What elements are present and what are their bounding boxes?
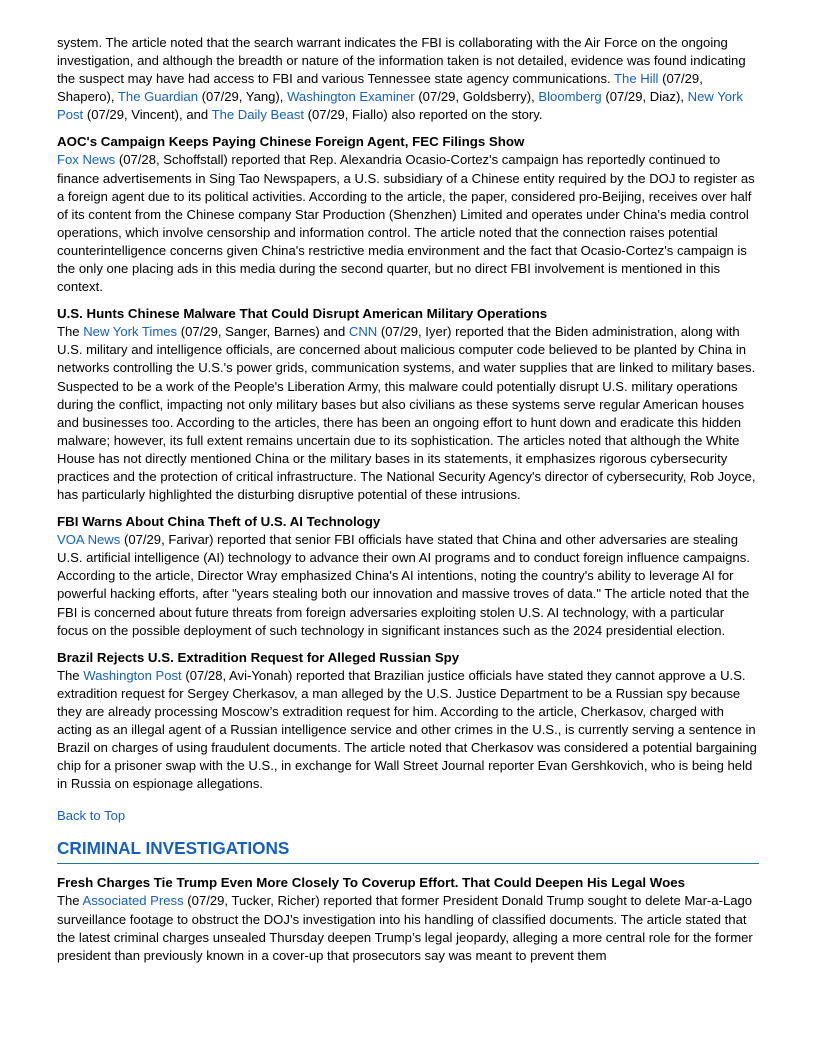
article-text: (07/29, Tucker, Richer) reported that former President Donald Trump sought to delete Mar-a-Lago surveillance footage to obstruct the DOJ’s investigation into his handling of classified documents. The article stated that the latest criminal charges unsealed Thursday deepen Trump’s legal jeopardy, alleging a more central role for the former president than previously known in a cover-up that prosecutors say was meant to prevent them [57,893,753,963]
source-link[interactable]: New York Post [57,89,743,123]
article [57,513,759,640]
article-text: The [57,893,80,909]
article-body [57,667,759,794]
source-meta: (07/29, Yang), [201,89,284,105]
article-title: AOC's Campaign Keeps Paying Chinese Foreign Agent, FEC Filings Show [57,134,525,150]
article-body [57,531,759,640]
source-meta: (07/29, Shapero), [57,71,703,105]
source-link[interactable]: Washington Post [83,667,182,683]
source-link[interactable]: Bloomberg [538,89,602,105]
article-text: (07/29, Sanger, Barnes) and [180,324,346,340]
source-link[interactable]: The Daily Beast [211,107,305,123]
article-title: Fresh Charges Tie Trump Even More Closely To Coverup Effort. That Could Deepen His Legal Woes [57,875,686,891]
article-body [57,151,759,296]
source-link[interactable]: New York Times [83,324,178,340]
article-body [57,323,759,504]
back-to-top-link[interactable]: Back to Top [57,808,126,824]
source-meta: (07/29, Goldsberry), [418,89,535,105]
source-link[interactable]: The Hill [614,71,659,87]
article-text: The [57,667,80,683]
article-title: FBI Warns About China Theft of U.S. AI Technology [57,514,381,530]
article-text: (07/29, Iyer) reported that the Biden administration, along with U.S. military and intelligence officials, are concerned about malicious computer code believed to be planted by China in networks controlling the U.S.'s power grids, communication systems, and water supplies that are linked to military bases. Suspected to be a work of the People's Liberation Army, this malware could potentially disrupt U.S. military operations during the conflict, impacting not only military bases but also civilians as these systems serve regular American houses and businesses too. According to the articles, there has been an ongoing effort to hunt down and eradicate this hidden malware; however, its full extent remains uncertain due to its sophistication. The articles noted that although the White House has not directly mentioned China or the military bases in its statements, it emphasizes rigorous cybersecurity practices and the protection of critical infrastructure. The National Security Agency's director of cybersecurity, Rob Joyce, has particularly highlighted the disturbing disruptive potential of these intrusions. [57,324,756,503]
article-text: (07/28, Avi-Yonah) reported that Brazilian justice officials have stated they cannot approve a U.S. extradition request for Sergey Cherkasov, a man alleged by the U.S. Justice Department to be a Russian spy because they are already processing Moscow’s extradition request for him. According to the article, Cherkasov, charged with acting as an illegal agent of a Russian intelligence service and other crimes in the U.S., is currently serving a sentence in Brazil on charges of using fraudulent documents. The article noted that Cherkasov was considered a potential bargaining chip for a prisoner swap with the U.S., in exchange for Wall Street Journal reporter Evan Gershkovich, who is being held in Russia on espionage allegations. [57,667,757,792]
source-link[interactable]: The Guardian [117,89,198,105]
article-text: The [57,324,80,340]
article-title: Brazil Rejects U.S. Extradition Request for Alleged Russian Spy [57,649,460,665]
article-text: (07/29, Farivar) reported that senior FBI officials have stated that China and other adversaries are stealing U.S. artificial intelligence (AI) technology to advance their own AI programs and to conduct foreign influence campaigns. According to the article, Director Wray emphasized China's AI intentions, noting the country's ability to leverage AI for powerful hacking efforts, after "years stealing both our innovation and massive troves of data." The article noted that the FBI is concerned about future threats from foreign adversaries exploiting stolen U.S. AI technology, with a particular focus on the possible deployment of such technology in significant instances such as the 2024 presidential election. [57,532,750,638]
article [57,305,759,504]
article-title: U.S. Hunts Chinese Malware That Could Disrupt American Military Operations [57,306,548,322]
source-link[interactable]: Washington Examiner [287,89,415,105]
lead-text: system. The article noted that the search warrant indicates the FBI is collaborating with the Air Force on the ongoing investigation, and although the breadth or nature of the information taken is not detailed, evidence was found indicating the suspect may have had access to FBI and various Tennessee state agency communications. [57,35,746,87]
article [57,649,759,794]
section-heading: CRIMINAL INVESTIGATIONS [57,837,759,864]
article [57,874,759,964]
article [57,133,759,296]
source-link[interactable]: VOA News [57,532,121,548]
article-text: (07/28, Schoffstall) reported that Rep. Alexandria Ocasio-Cortez's campaign has reportedly continued to finance advertisements in Sing Tao Newspapers, a U.S. subsidiary of a Chinese entity required by the DOJ to register as a foreign agent due to its political activities. According to the article, the paper, considered pro-Beijing, receives over half of its content from the Chinese company Star Production (Shenzhen) Limited and operates under China's media control operations, which involve censorship and information control. The article noted that the connection raises potential counterintelligence concerns given China's restrictive media environment and the fact that Ocasio-Cortez's campaign is the only one placing ads in this media during the second quarter, but no direct FBI involvement is mentioned in this context. [57,152,755,295]
continued-paragraph [57,34,759,124]
source-link[interactable]: CNN [348,324,378,340]
source-link[interactable]: Associated Press [82,893,184,909]
source-link[interactable]: Fox News [57,152,116,168]
source-meta: (07/29, Fiallo) also reported on the story. [307,107,543,123]
source-meta: (07/29, Diaz), [605,89,684,105]
article-body [57,892,759,964]
source-meta: (07/29, Vincent), and [86,107,209,123]
